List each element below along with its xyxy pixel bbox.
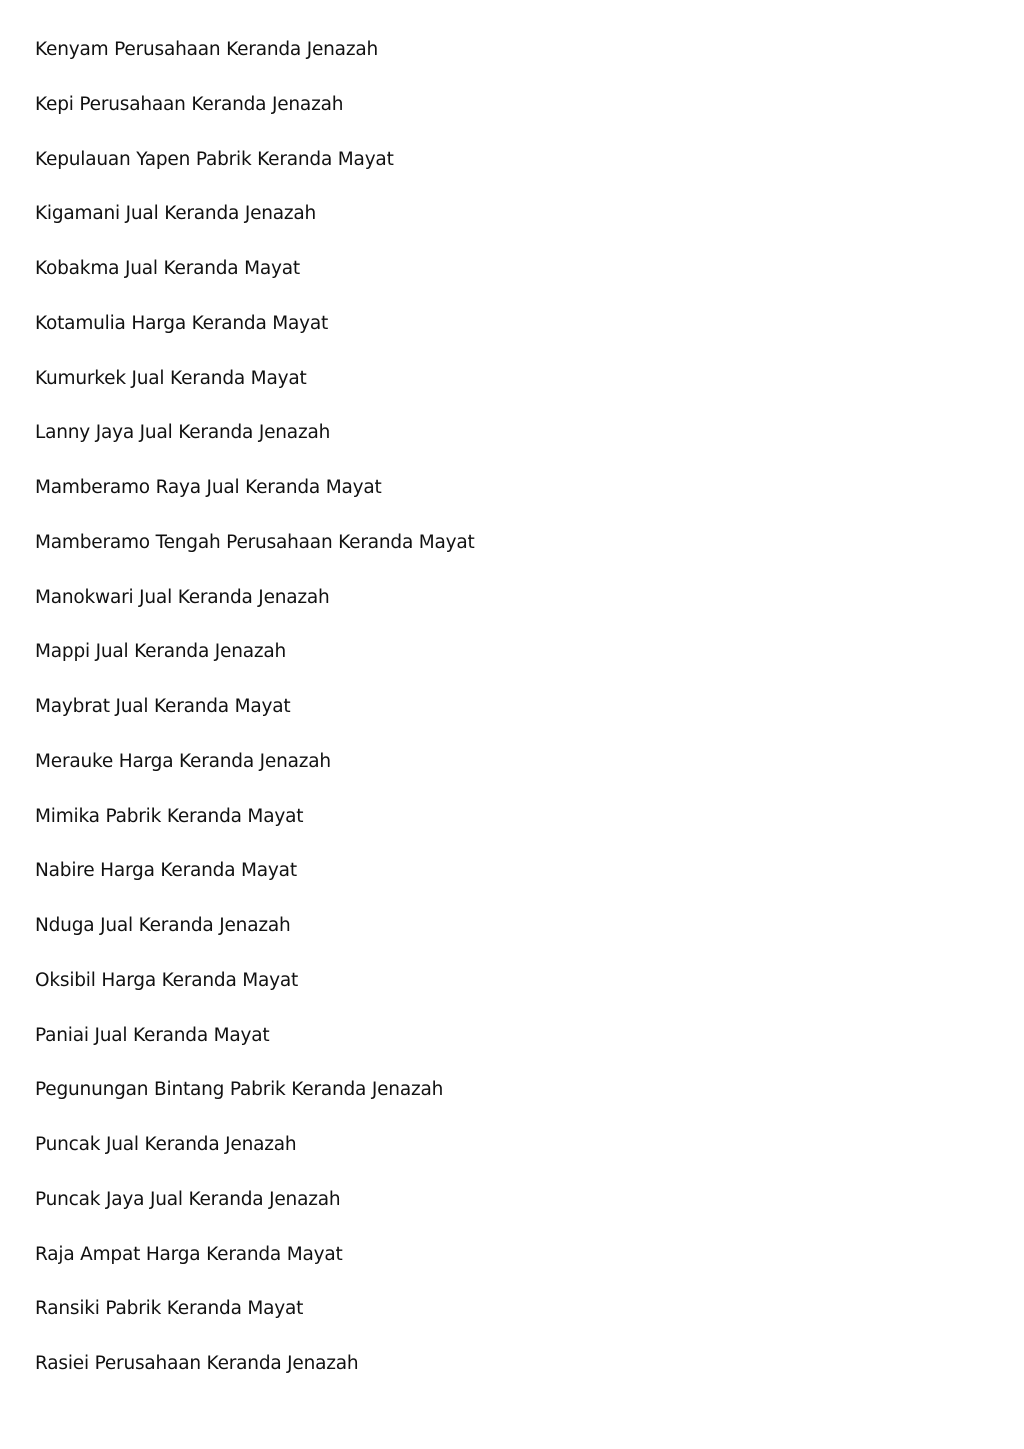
list-item: Kepulauan Yapen Pabrik Keranda Mayat	[35, 148, 394, 170]
list-item: Pegunungan Bintang Pabrik Keranda Jenazah	[35, 1079, 444, 1101]
entry-list	[35, 36, 475, 1405]
list-item: Kenyam Perusahaan Keranda Jenazah	[35, 39, 378, 60]
list-item: Kepi Perusahaan Keranda Jenazah	[35, 93, 344, 115]
list-item: Raja Ampat Harga Keranda Mayat	[35, 1243, 343, 1265]
list-item: Nabire Harga Keranda Mayat	[35, 860, 297, 882]
list-item: Mimika Pabrik Keranda Mayat	[35, 805, 304, 827]
list-item: Maybrat Jual Keranda Mayat	[35, 696, 291, 717]
list-item: Puncak Jual Keranda Jenazah	[35, 1134, 297, 1155]
list-item: Oksibil Harga Keranda Mayat	[35, 969, 299, 991]
list-item: Kumurkek Jual Keranda Mayat	[35, 367, 307, 389]
list-item: Kotamulia Harga Keranda Mayat	[35, 312, 329, 334]
list-item: Mappi Jual Keranda Jenazah	[35, 641, 287, 663]
list-item: Rasiei Perusahaan Keranda Jenazah	[35, 1353, 359, 1374]
list-item: Merauke Harga Keranda Jenazah	[35, 750, 331, 772]
list-item: Mamberamo Tengah Perusahaan Keranda Mayat	[35, 531, 475, 553]
list-item: Kigamani Jual Keranda Jenazah	[35, 203, 317, 225]
list-item: Mamberamo Raya Jual Keranda Mayat	[35, 477, 382, 498]
list-item: Lanny Jaya Jual Keranda Jenazah	[35, 422, 331, 444]
list-item: Manokwari Jual Keranda Jenazah	[35, 586, 330, 608]
list-item: Kobakma Jual Keranda Mayat	[35, 258, 300, 279]
list-item: Puncak Jaya Jual Keranda Jenazah	[35, 1188, 341, 1210]
list-item: Nduga Jual Keranda Jenazah	[35, 915, 291, 936]
list-item: Ransiki Pabrik Keranda Mayat	[35, 1298, 304, 1320]
list-item: Paniai Jual Keranda Mayat	[35, 1024, 270, 1046]
